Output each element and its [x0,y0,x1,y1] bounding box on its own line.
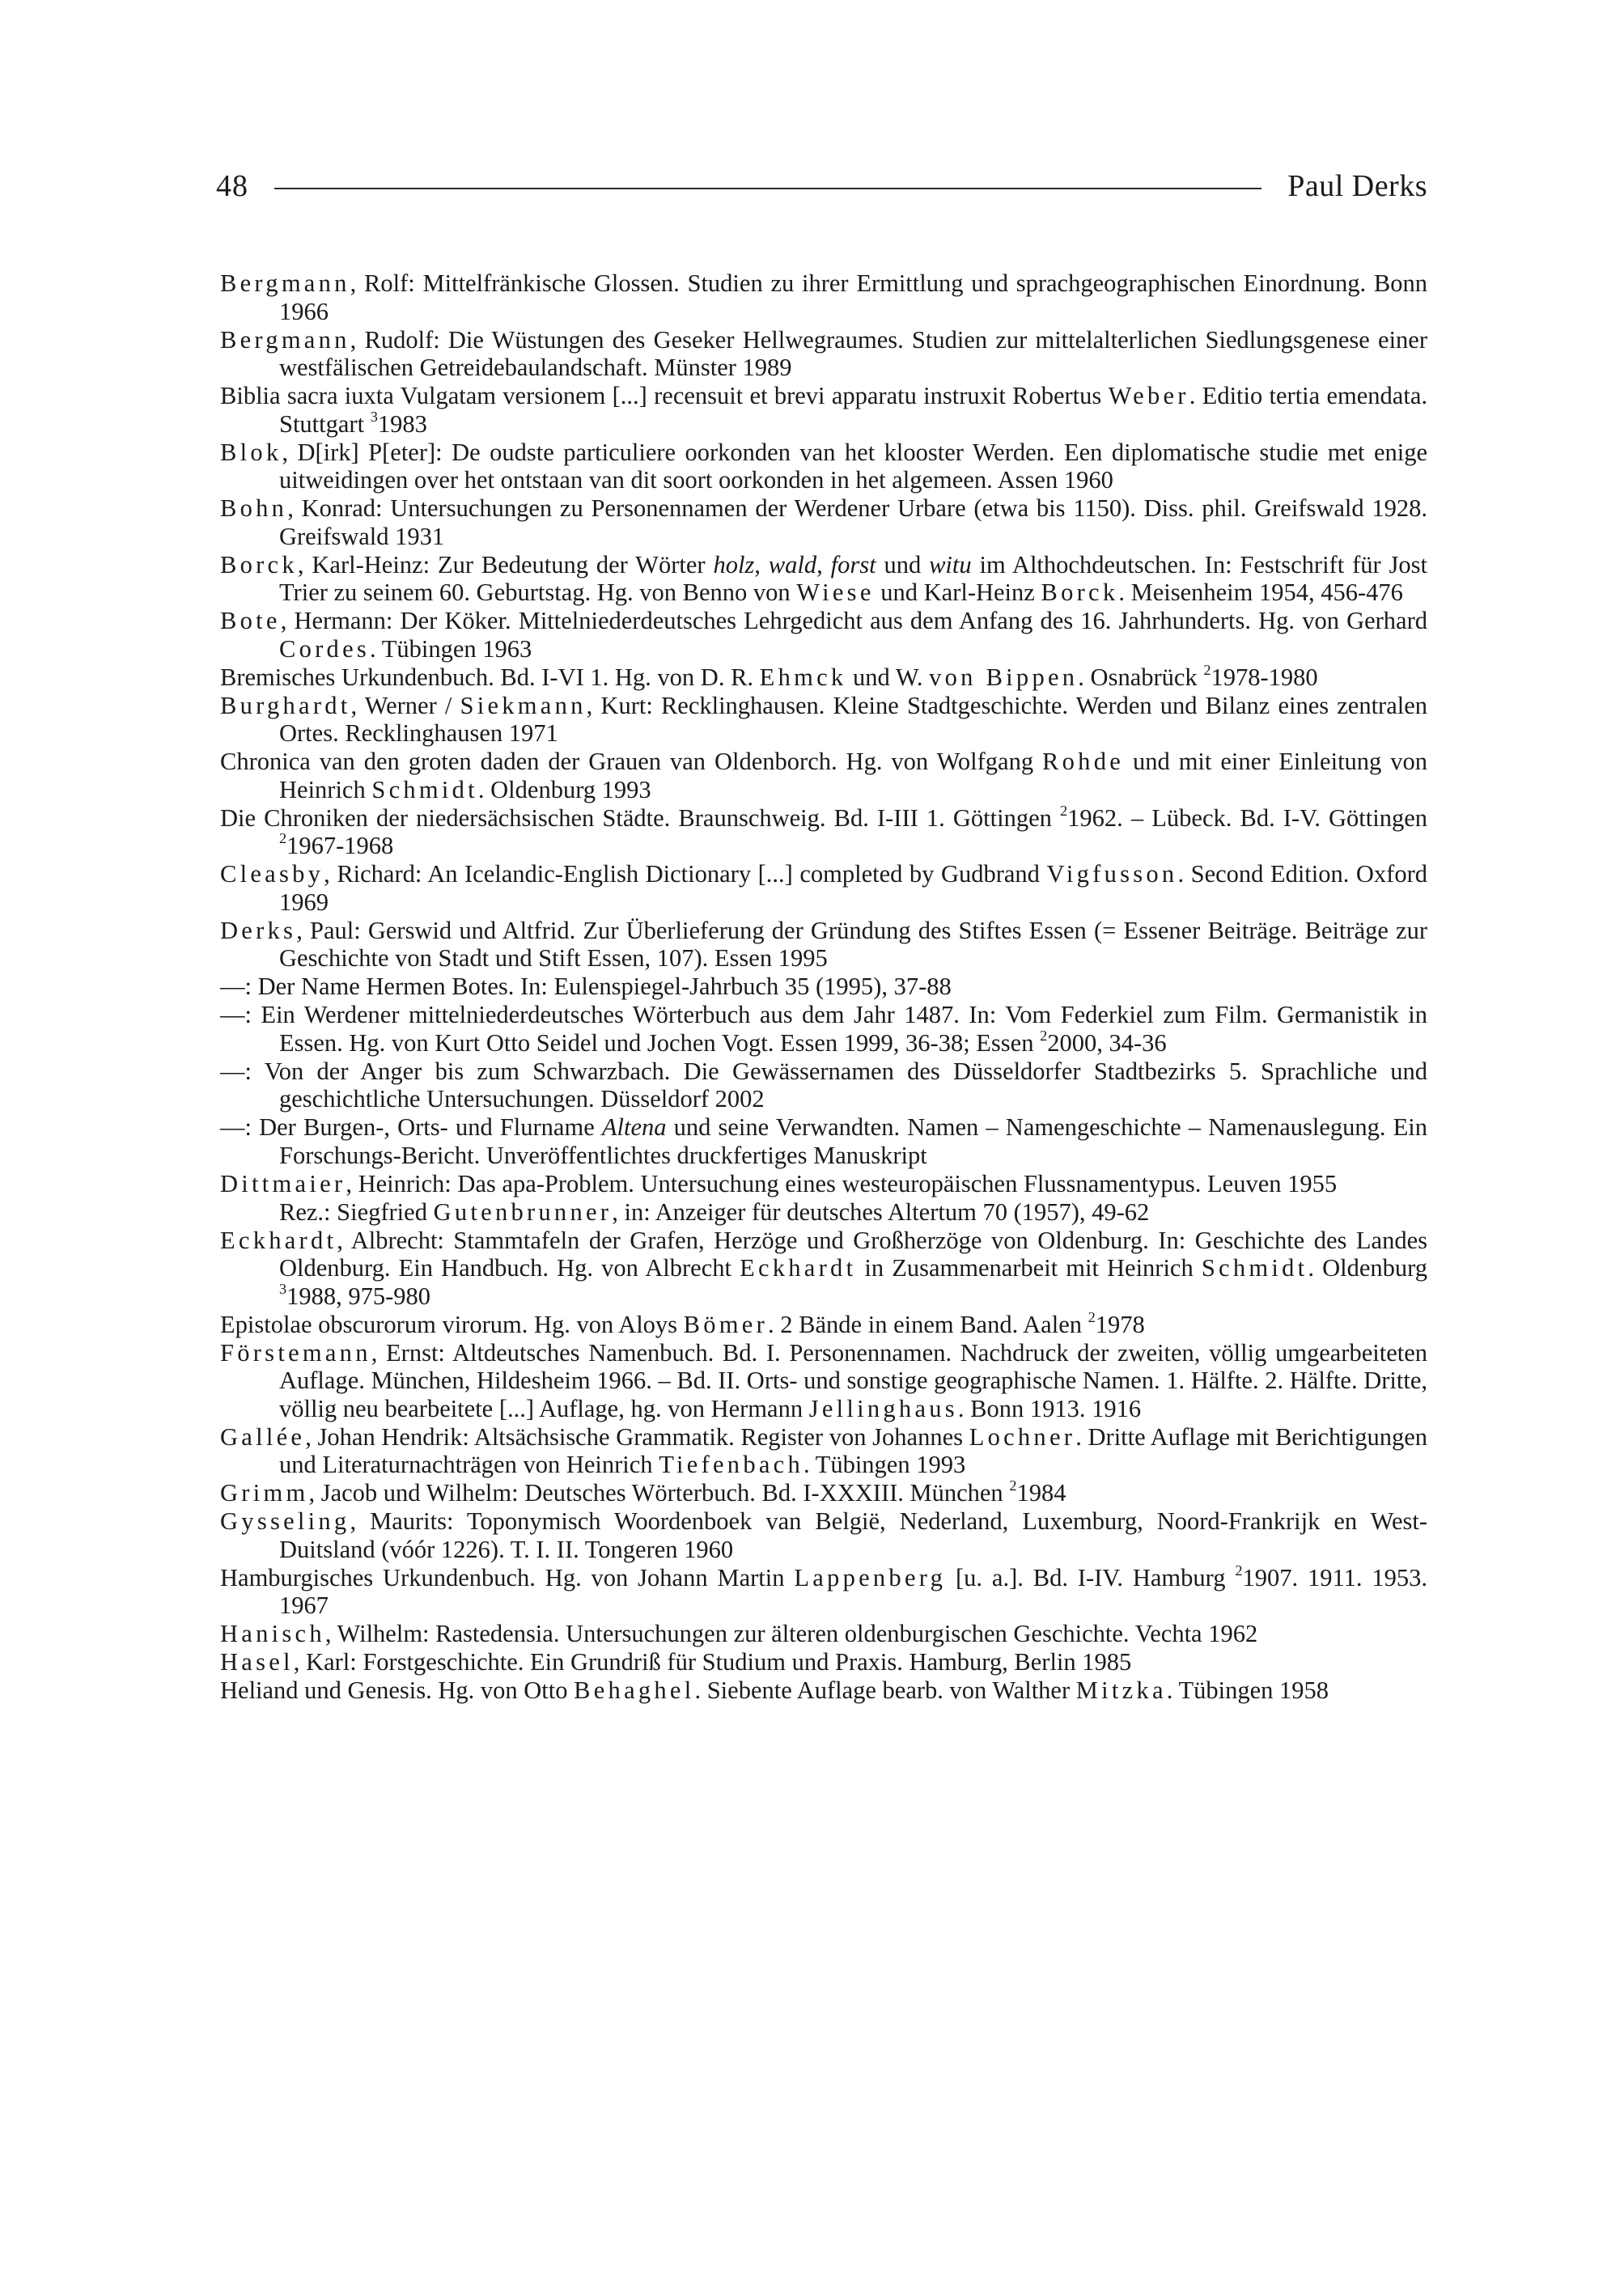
entry-text: , Maurits: Toponymisch Woordenboek van België, Nederland, Luxemburg, Noord-Frankrijk en West-Duitsland (vóór 1226). T. I. II. Tongeren 1960 [279,1507,1427,1563]
author-name: Gallée [220,1422,306,1451]
bibliography-entry [220,1308,1427,1339]
entry-text: 1983 [377,409,427,438]
entry-text: . Oldenburg [1308,1254,1427,1282]
author-name: Derks [220,916,297,944]
bibliography-entry [220,494,1427,550]
entry-text: Chronica van den groten daden der Grauen van Oldenborch. Hg. von Wolfgang [220,748,1043,775]
author-name: Hasel [220,1648,294,1676]
bibliography-entry [220,1170,1427,1198]
entry-text: . Oldenburg 1993 [477,775,651,803]
entry-text: und seine Verwandten. Namen – Namengeschichte – Namenauslegung. Ein Forschungs-Bericht. Unveröffentlichtes druckfertiges Manuskript [279,1113,1427,1169]
author-name: Grimm [220,1479,309,1507]
author-name: Hanisch [220,1620,325,1647]
entry-text: [u. a.]. Bd. I-IV. Hamburg [946,1563,1236,1592]
entry-text: . Bonn 1913. 1916 [957,1394,1142,1422]
author-name: Borck [220,550,298,579]
author-name: Bohn [220,494,288,522]
entry-text: —: Von der Anger bis zum Schwarzbach. Die Gewässernamen des Düsseldorfer Stadtbezirks 5. Sprachliche und geschichtliche Untersuchungen. Düsseldorf 2002 [220,1057,1427,1113]
entry-text: , D[irk] P[eter]: De oudste particuliere oorkonden van het klooster Werden. Een diplomatische studie met enige uitweidingen over het ontstaan van dit soort oorkonden in het algemeen. Assen 1960 [279,438,1427,494]
entry-text: 1907. 1911. 1953. 1967 [279,1563,1428,1619]
bibliography-entry [220,1001,1427,1057]
entry-text: , Ernst: Altdeutsches Namenbuch. Bd. I. Personennamen. Nachdruck der zweiten, völlig umgearbeiteten Auflage. München, Hildesheim 1966. – Bd. II. Orts- und sonstige geographische Namen. 1. Hälfte. 2. Hälfte. Dritte, völlig neu bearbeitete [...] Auflage, hg. von Hermann [279,1338,1427,1422]
entry-text: —: Der Name Hermen Botes. In: Eulenspiegel-Jahrbuch 35 (1995), 37-88 [220,973,952,1000]
entry-text: . Tübingen 1958 [1166,1676,1329,1704]
entry-text: und Karl-Heinz [874,579,1041,606]
author-name: Borck [1041,579,1119,606]
entry-text: —: Ein Werdener mittelniederdeutsches Wörterbuch aus dem Jahr 1487. In: Vom Federkiel zum Film. Germanistik in Essen. Hg. von Kurt Otto Seidel und Jochen Vogt. Essen 1999, 36-38; Essen [220,1001,1427,1057]
entry-text: im Althochdeutschen. In: Festschrift für Jost Trier zu seinem 60. Geburtstag. Hg. von Benno von [279,550,1427,606]
entry-text: , Johan Hendrik: Altsächsische Grammatik. Register von Johannes [305,1422,969,1451]
entry-text: Epistolae obscurorum virorum. Hg. von Aloys [220,1310,684,1338]
bibliography-entry [220,439,1427,494]
author-name: von Bippen [929,663,1079,691]
author-name: Schmidt [1201,1254,1308,1282]
edition-superscript: 2 [1203,661,1211,678]
bibliography-entry [220,1423,1427,1479]
author-name: Wiese [796,579,875,606]
bibliography-entry [220,1339,1427,1423]
entry-text: 1962. – Lübeck. Bd. I-V. Göttingen [1067,803,1427,832]
entry-text: und mit einer Einleitung von Heinrich [279,748,1427,803]
author-name: Bergmann [220,269,350,297]
entry-text: , Konrad: Untersuchungen zu Personennamen der Werdener Urbare (etwa bis 1150). Diss. phil. Greifswald 1928. Greifswald 1931 [279,494,1427,550]
page-header [216,167,1427,206]
entry-text: , Karl: Forstgeschichte. Ein Grundriß für Studium und Praxis. Hamburg, Berlin 1985 [293,1648,1132,1676]
entry-text: , in: Anzeiger für deutsches Altertum 70 (1957), 49-62 [612,1197,1150,1226]
entry-text: . Osnabrück [1078,663,1204,691]
author-name: Rohde [1042,748,1125,775]
running-head: Paul Derks [1287,169,1427,203]
entry-text: , Rolf: Mittelfränkische Glossen. Studien zu ihrer Ermittlung und sprachgeographischen Einordnung. Bonn 1966 [279,269,1427,325]
author-name: Gysseling [220,1507,350,1535]
author-name: Bergmann [220,325,350,354]
author-name: Cordes [279,634,371,663]
bibliography-entry [220,1564,1427,1620]
edition-superscript: 2 [1040,1027,1048,1044]
bibliography-entry [220,1648,1427,1676]
bibliography-entry [220,692,1427,748]
edition-superscript: 2 [1235,1562,1243,1579]
bibliography-entry [220,663,1427,692]
bibliography-entry [220,1227,1427,1311]
entry-text: 1984 [1016,1479,1066,1507]
entry-text: , Wilhelm: Rastedensia. Untersuchungen zur älteren oldenburgischen Geschichte. Vechta 1962 [324,1620,1258,1647]
entry-text: Hamburgisches Urkundenbuch. Hg. von Johann Martin [220,1563,795,1592]
author-name: Siekmann [460,691,587,719]
entry-text: , Kurt: Recklinghausen. Kleine Stadtgeschichte. Werden und Bilanz eines zentralen Ortes. Recklinghausen 1971 [279,691,1428,747]
bibliography-entry [220,860,1427,916]
bibliography-entry [220,607,1427,663]
entry-text: . Tübingen 1993 [803,1451,966,1478]
entry-text: und W. [846,663,930,691]
entry-text: . Meisenheim 1954, 456-476 [1118,579,1403,606]
entry-text: . Dritte Auflage mit Berichtigungen und Literaturnachträgen von Heinrich [279,1422,1427,1478]
entry-text: , Albrecht: Stammtafeln der Grafen, Herzöge und Großherzöge von Oldenburg. In: Geschichte des Landes Oldenburg. Ein Handbuch. Hg. von Albrecht [279,1226,1427,1282]
author-name: Bote [220,607,281,634]
author-name: Eckhardt [220,1226,337,1254]
entry-text: Bremisches Urkundenbuch. Bd. I-VI 1. Hg. von D. R. [220,663,760,691]
entry-text: . Tübingen 1963 [370,634,532,663]
entry-text: 1978 [1095,1310,1145,1338]
page-number: 48 [216,169,248,203]
italic-term: witu [929,550,972,579]
entry-text: . Siebente Auflage bearb. von Walther [694,1676,1076,1704]
entry-text: 2000, 34-36 [1047,1028,1167,1057]
entry-text: , Werner / [350,691,460,719]
bibliography-entry [220,269,1427,325]
italic-term: holz, wald, forst [713,550,876,579]
entry-text: Biblia sacra iuxta Vulgatam versionem [...] recensuit et brevi apparatu instruxit Robertus [220,382,1109,409]
author-name: Mitzka [1075,1676,1167,1704]
author-name: Eckhardt [740,1254,857,1282]
author-name: Schmidt [371,775,478,803]
author-name: Dittmaier [220,1169,346,1197]
entry-text: , Karl-Heinz: Zur Bedeutung der Wörter [297,550,714,579]
author-name: Förstemann [220,1338,371,1367]
author-name: Lochner [969,1422,1076,1451]
author-name: Ehmck [759,663,847,691]
bibliography-entry [220,917,1427,973]
author-name: Weber [1108,382,1189,409]
author-name: Behaghel [574,1676,695,1704]
author-name: Bömer [683,1310,769,1338]
entry-text: , Hermann: Der Köker. Mittelniederdeutsches Lehrgedicht aus dem Anfang des 16. Jahrhunderts. Hg. von Gerhard [280,607,1427,634]
entry-text: und [876,550,930,579]
entry-text: Rez.: Siegfried [279,1197,434,1226]
bibliography-entry [220,1507,1427,1563]
header-rule [274,188,1261,189]
edition-superscript: 2 [1009,1477,1017,1494]
bibliography-entry [220,1620,1427,1648]
bibliography-list [220,269,1427,1705]
italic-term: Altena [601,1113,667,1141]
bibliography-entry [220,1479,1427,1507]
author-name: Lappenberg [794,1563,947,1592]
edition-superscript: 3 [370,408,378,425]
author-name: Vigfusson [1046,860,1178,888]
entry-text: , Paul: Gerswid und Altfrid. Zur Überlieferung der Gründung des Stiftes Essen (= Essener Beiträge. Beiträge zur Geschichte von Stadt und Stift Essen, 107). Essen 1995 [279,916,1427,972]
bibliography-entry [220,973,1427,1001]
entry-text: in Zusammenarbeit mit Heinrich [856,1254,1202,1282]
entry-text: Die Chroniken der niedersächsischen Städte. Braunschweig. Bd. I-III 1. Göttingen [220,803,1061,832]
author-name: Gutenbrunner [433,1197,613,1226]
author-name: Jellinghaus [808,1394,958,1422]
bibliography-entry [220,326,1427,382]
edition-superscript: 2 [1088,1308,1096,1325]
entry-text: 1978-1980 [1211,663,1318,691]
bibliography-entry [220,551,1427,607]
entry-text: —: Der Burgen-, Orts- und Flurname [220,1113,602,1141]
edition-superscript: 2 [279,830,287,847]
edition-superscript: 3 [279,1280,287,1297]
entry-text: , Heinrich: Das apa-Problem. Untersuchung eines westeuropäischen Flussnamentypus. Leuven 1955 [346,1169,1338,1197]
author-name: Blok [220,438,282,466]
entry-text: 1967-1968 [286,832,394,859]
bibliography-entry [220,1113,1427,1169]
entry-text: 1988, 975-980 [286,1282,431,1310]
author-name: Tiefenbach [659,1451,804,1478]
entry-text: Heliand und Genesis. Hg. von Otto [220,1676,575,1704]
entry-text: , Rudolf: Die Wüstungen des Geseker Hellwegraumes. Studien zur mittelalterlichen Siedlungsgenese einer westfälischen Getreidebaulandschaft. Münster 1989 [279,325,1427,381]
entry-text: , Jacob und Wilhelm: Deutsches Wörterbuch. Bd. I-XXXIII. München [308,1479,1010,1507]
entry-text: . Second Edition. Oxford 1969 [279,860,1427,916]
entry-text: , Richard: An Icelandic-English Dictionary [...] completed by Gudbrand [324,860,1047,888]
bibliography-entry [220,382,1427,438]
review-note [220,1198,1427,1227]
bibliography-entry [220,1676,1427,1705]
entry-text: . 2 Bände in einem Band. Aalen [768,1310,1088,1338]
edition-superscript: 2 [1060,802,1068,819]
bibliography-entry [220,1057,1427,1113]
bibliography-entry [220,804,1427,860]
author-name: Cleasby [220,860,324,888]
bibliography-entry [220,748,1427,803]
author-name: Burghardt [220,691,351,719]
entry-text: . Editio tertia emendata. Stuttgart [279,382,1427,438]
